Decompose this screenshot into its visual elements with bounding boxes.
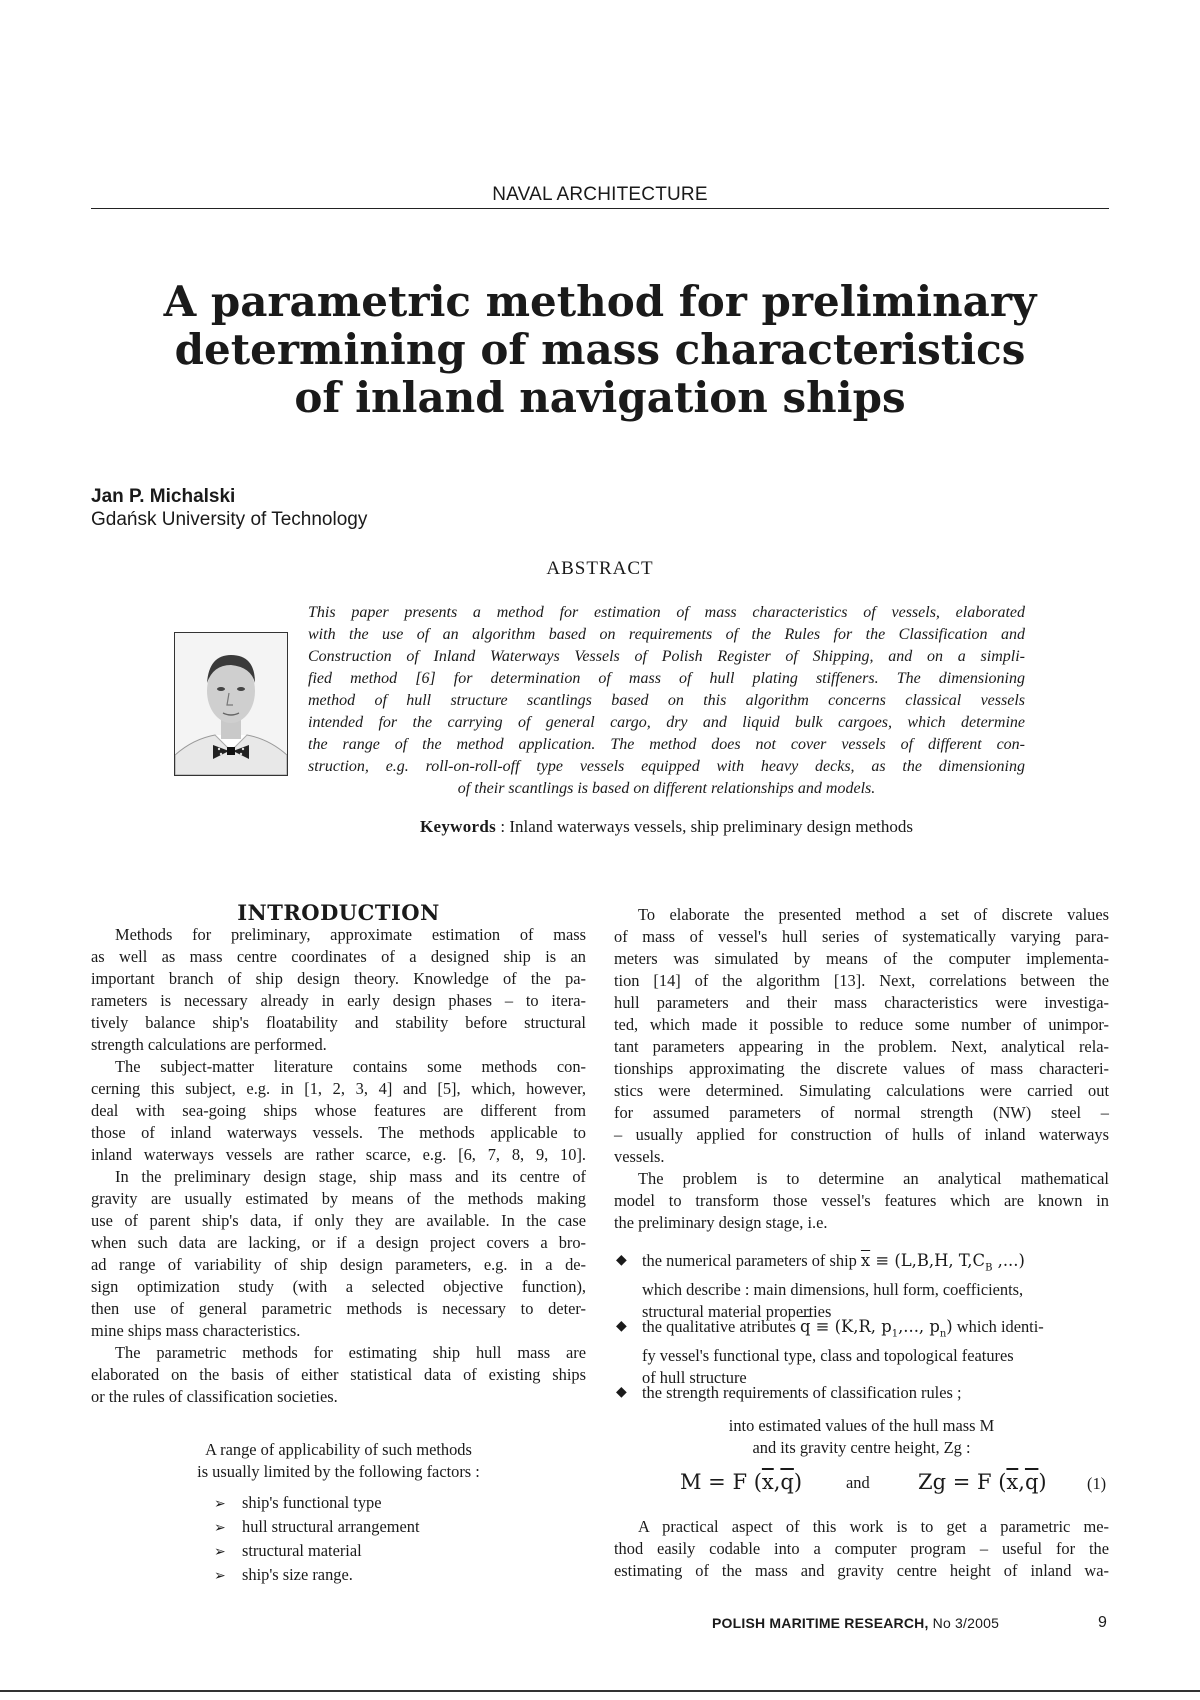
- paragraph-line: The parametric methods for estimating ship hull mass are: [115, 1343, 586, 1362]
- equation-and: and: [846, 1473, 870, 1492]
- paragraph-line: meters was simulated by means of the computer implementa-: [614, 949, 1109, 968]
- abstract-body: [308, 602, 1025, 800]
- equation-lhs: M = F (: [680, 1470, 762, 1494]
- parameter-vector-tail: ,...): [992, 1251, 1025, 1270]
- diamond-bullet-icon: ◆: [616, 1385, 627, 1400]
- equation-number: (1): [1087, 1474, 1107, 1493]
- limits-line: is usually limited by the following factors :: [197, 1462, 480, 1481]
- vector-q-symbol: $\overline{q}$: [799, 1317, 811, 1336]
- attribute-vector-mid: ,..., p: [898, 1317, 940, 1336]
- paragraph-line: rameters is necessary already in early design phases – to itera-: [91, 991, 586, 1010]
- factors-list: [214, 1492, 420, 1588]
- paragraph-line: for assumed parameters of normal strength (NW) steel –: [614, 1103, 1109, 1122]
- bullet-text: the numerical parameters of ship: [642, 1251, 861, 1270]
- arrow-bullet-icon: ➢: [214, 1521, 226, 1536]
- paragraph-line: then use of general parametric methods is necessary to deter-: [91, 1299, 586, 1318]
- journal-issue: No 3/2005: [928, 1615, 1000, 1631]
- list-item: [214, 1492, 420, 1516]
- abstract-line: of their scantlings is based on different relationships and models.: [457, 780, 876, 797]
- list-item-numerical-parameters: [614, 1250, 1109, 1323]
- paragraph-line: elaborated on the basis of either statistical data of existing ships: [91, 1365, 586, 1384]
- vector-q-symbol: $\overline{q}$: [780, 1470, 794, 1494]
- paragraph-line: gravity are usually estimated by means of the methods making: [91, 1189, 586, 1208]
- limits-line: A range of applicability of such methods: [205, 1440, 472, 1459]
- title-line: of inland navigation ships: [294, 373, 906, 422]
- journal-name: POLISH MARITIME RESEARCH,: [712, 1615, 929, 1631]
- diamond-bullet-icon: ◆: [616, 1319, 627, 1334]
- abstract-line: intended for the carrying of general cargo, dry and liquid bulk cargoes, which determine: [308, 714, 1025, 731]
- diamond-bullet-icon: ◆: [616, 1253, 627, 1268]
- paragraph-line: sign optimization study (with a selected objective function),: [91, 1277, 586, 1296]
- subscript: B: [985, 1262, 993, 1274]
- list-item: [214, 1564, 420, 1588]
- parameter-vector: ≡ (L,B,H, T,C: [870, 1251, 986, 1270]
- abstract-line: fied method [6] for determination of mass of hull plating stiffeners. The dimensioning: [308, 670, 1025, 687]
- vector-x-symbol: $\overline{x}$: [761, 1470, 774, 1494]
- paragraph-line: of mass of vessel's hull series of systematically varying para-: [614, 927, 1109, 946]
- paragraph-line: ad range of variability of ship design parameters, e.g. in a de-: [91, 1255, 586, 1274]
- paragraph-line: as well as mass centre coordinates of a designed ship is an: [91, 947, 586, 966]
- subscript: n: [939, 1328, 947, 1340]
- factor-text: ship's size range.: [242, 1565, 353, 1584]
- mass-equation: [680, 1470, 802, 1494]
- bullet-line: which describe : main dimensions, hull form, coefficients,: [642, 1280, 1024, 1300]
- arrow-bullet-icon: ➢: [214, 1569, 226, 1584]
- paragraph-line: those of inland waterways vessels. The methods applicable to: [91, 1123, 586, 1142]
- equation-comma: ,: [1018, 1470, 1025, 1494]
- paragraph-line: strength calculations are performed.: [91, 1035, 327, 1054]
- arrow-bullet-icon: ➢: [214, 1497, 226, 1512]
- factor-text: hull structural arrangement: [242, 1517, 420, 1536]
- introduction-column: [91, 924, 586, 1408]
- paragraph-line: Methods for preliminary, approximate estimation of mass: [115, 925, 586, 944]
- header-rule: [91, 208, 1109, 209]
- paragraph-line: tant parameters appearing in the problem. Next, analytical rela-: [614, 1037, 1109, 1056]
- paragraph-line: estimating of the mass and gravity centre height of inland wa-: [614, 1561, 1109, 1580]
- method-column: [614, 904, 1109, 1234]
- equation-close: ): [793, 1470, 803, 1494]
- page-number: 9: [1098, 1614, 1107, 1631]
- paragraph-line: tively balance ship's floatability and stability before structural: [91, 1013, 586, 1032]
- paragraph-line: model to transform those vessel's features which are known in: [614, 1191, 1109, 1210]
- list-item-qualitative-attributes: [614, 1316, 1109, 1389]
- bullet-line: the strength requirements of classification rules ;: [642, 1383, 962, 1402]
- limits-intro: [91, 1439, 586, 1483]
- equation-close: ): [1038, 1470, 1047, 1494]
- page-bottom-edge: [0, 1690, 1200, 1700]
- abstract-line: This paper presents a method for estimation of mass characteristics of vessels, elaborated: [308, 604, 1025, 621]
- abstract-line: struction, e.g. roll-on-roll-off type vessels equipped with heavy decks, as the dimensioning: [308, 758, 1025, 775]
- vector-x-symbol: $\overline{x}$: [860, 1251, 871, 1270]
- bullet-line: of hull structure: [642, 1368, 747, 1388]
- abstract-line: the range of the method application. The method does not cover vessels of different con-: [308, 736, 1025, 753]
- title-line: A parametric method for preliminary: [163, 277, 1037, 326]
- bullet-line: [614, 1316, 1109, 1345]
- estimate-statement: [614, 1415, 1109, 1459]
- author-affiliation: Gdańsk University of Technology: [91, 509, 368, 530]
- attribute-vector-tail: ): [946, 1317, 953, 1336]
- bullet-text: which identi-: [952, 1317, 1044, 1336]
- section-header: NAVAL ARCHITECTURE: [492, 184, 708, 205]
- paragraph-line: – usually applied for construction of hulls of inland waterways: [614, 1125, 1109, 1144]
- equation-lhs: Zg = F (: [918, 1470, 1007, 1494]
- practical-paragraph: [614, 1516, 1109, 1582]
- paragraph-line: important branch of ship design theory. Knowledge of the pa-: [91, 969, 586, 988]
- bullet-line: fy vessel's functional type, class and topological features: [642, 1346, 1014, 1366]
- keywords: [308, 817, 1025, 837]
- paragraph-line: use of parent ship's data, if only they are available. In the case: [91, 1211, 586, 1230]
- title-line: determining of mass characteristics: [174, 325, 1026, 374]
- arrow-bullet-icon: ➢: [214, 1545, 226, 1560]
- introduction-heading: INTRODUCTION: [237, 900, 440, 925]
- paragraph-line: In the preliminary design stage, ship mass and its centre of: [115, 1167, 586, 1186]
- paragraph-line: tion [14] of the algorithm [13]. Next, correlations between the: [614, 971, 1109, 990]
- paragraph-line: cerning this subject, e.g. in [1, 2, 3, 4] and [5], which, however,: [91, 1079, 586, 1098]
- vector-x-symbol: $\overline{x}$: [1006, 1470, 1019, 1494]
- list-item: [214, 1540, 420, 1564]
- keywords-text: Inland waterways vessels, ship preliminary design methods: [509, 817, 913, 836]
- bullet-line: structural material properties: [642, 1302, 832, 1322]
- paragraph-line: A practical aspect of this work is to get a parametric me-: [638, 1517, 1109, 1536]
- bullet-line: [614, 1250, 1109, 1279]
- footer-journal: [712, 1615, 999, 1631]
- vector-q-symbol: $\overline{q}$: [1024, 1470, 1039, 1494]
- abstract-heading: ABSTRACT: [546, 558, 654, 579]
- author-portrait-image: [175, 633, 287, 775]
- paper-title: [150, 278, 1050, 422]
- factor-text: ship's functional type: [242, 1493, 382, 1512]
- paragraph-line: inland waterways vessels are rather scarce, e.g. [6, 7, 8, 9, 10].: [91, 1145, 586, 1164]
- bullet-text: the qualitative atributes: [642, 1317, 800, 1336]
- subscript: 1: [891, 1328, 899, 1340]
- factor-text: structural material: [242, 1541, 362, 1560]
- author-photo: [174, 632, 288, 776]
- paragraph-line: thod easily codable into a computer program – useful for the: [614, 1539, 1109, 1558]
- paragraph-line: the preliminary design stage, i.e.: [614, 1213, 828, 1232]
- estimate-line: and its gravity centre height, Zg :: [752, 1438, 971, 1457]
- estimate-line: into estimated values of the hull mass M: [728, 1416, 995, 1435]
- equation-comma: ,: [773, 1470, 781, 1494]
- paragraph-line: To elaborate the presented method a set of discrete values: [638, 905, 1109, 924]
- paragraph-line: The problem is to determine an analytical mathematical: [638, 1169, 1109, 1188]
- list-item: [214, 1516, 420, 1540]
- abstract-line: with the use of an algorithm based on requirements of the Rules for the Classification and: [308, 626, 1025, 643]
- paragraph-line: deal with sea-going ships whose features are different from: [91, 1101, 586, 1120]
- paragraph-line: tionships approximating the discrete values of mass characteri-: [614, 1059, 1109, 1078]
- list-item-strength-requirements: [614, 1382, 1109, 1404]
- paragraph-line: mine ships mass characteristics.: [91, 1321, 301, 1340]
- abstract-line: method of hull structure scantlings based on this algorithm concerns classical vessels: [308, 692, 1025, 709]
- paragraph-line: when such data are lacking, or if a design project covers a bro-: [91, 1233, 586, 1252]
- paragraph-line: hull parameters and their mass characteristics were investiga-: [614, 993, 1109, 1012]
- keywords-separator: :: [496, 817, 510, 836]
- paragraph-line: or the rules of classification societies.: [91, 1387, 338, 1406]
- abstract-line: Construction of Inland Waterways Vessels of Polish Register of Shipping, and on a simpli-: [308, 648, 1025, 665]
- equation-1: [614, 1468, 1109, 1504]
- paragraph-line: The subject-matter literature contains some methods con-: [115, 1057, 586, 1076]
- attribute-vector: ≡ (K,R, p: [810, 1317, 892, 1336]
- author-name: Jan P. Michalski: [91, 486, 236, 507]
- paragraph-line: ted, which made it possible to reduce some number of unimpor-: [614, 1015, 1109, 1034]
- keywords-label: Keywords: [420, 817, 497, 836]
- gravity-equation: [918, 1470, 1047, 1494]
- paragraph-line: stics were determined. Simulating calculations were carried out: [614, 1081, 1109, 1100]
- paragraph-line: vessels.: [614, 1147, 665, 1166]
